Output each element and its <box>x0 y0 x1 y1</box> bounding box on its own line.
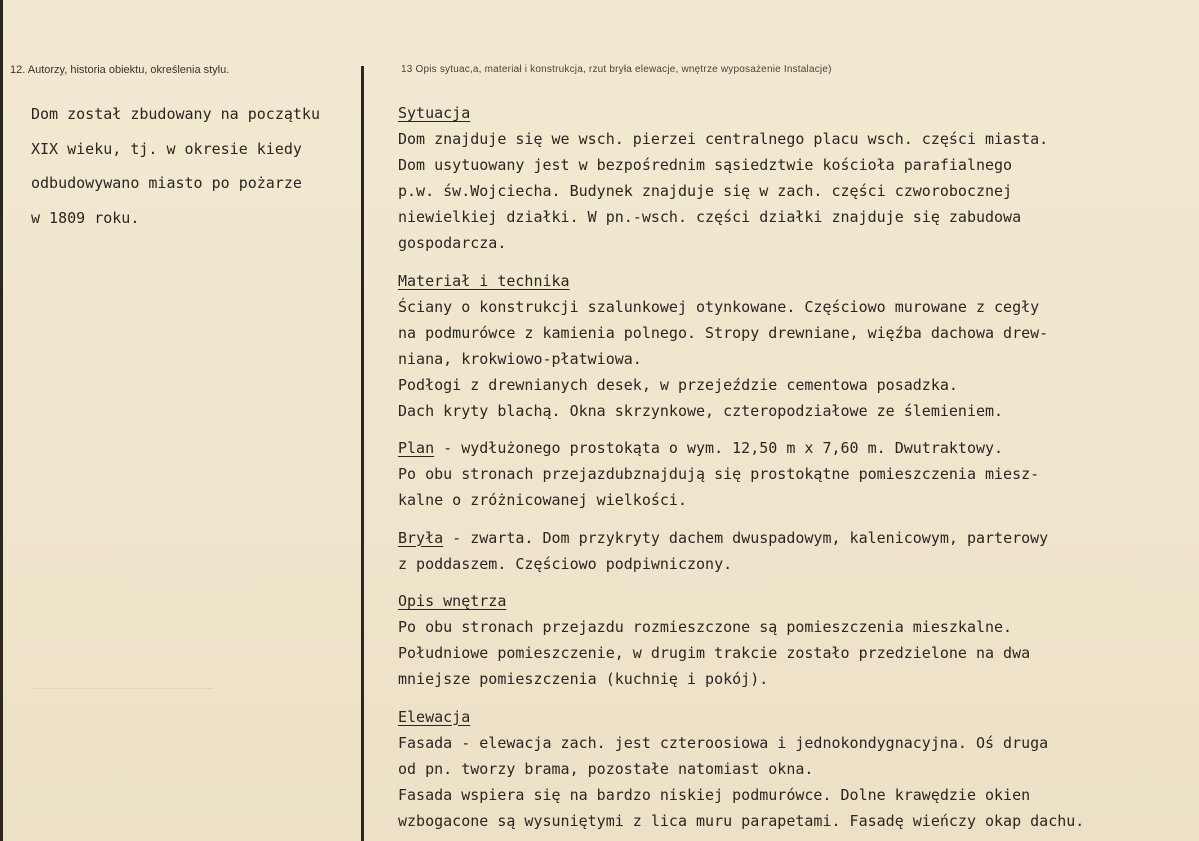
text-line: p.w. św.Wojciecha. Budynek znajduje się w zach. części czworobocznej <box>398 182 1013 200</box>
text-line: Dom znajduje się we wsch. pierzei centralnego placu wsch. części miasta. <box>398 130 1049 148</box>
faint-bleed-mark <box>33 688 213 693</box>
text-line: Fasada wspiera się na bardzo niskiej podmurówce. Dolne krawędzie okien <box>398 785 1031 804</box>
text-line: mniejsze pomieszczenia (kuchnię i pokój). <box>398 670 769 688</box>
text-line: na podmurówce z kamienia polnego. Stropy drewniane, więźba dachowa drew- <box>398 323 1049 342</box>
text-line: gospodarcza. <box>398 234 507 252</box>
history-line: w 1809 roku. <box>31 208 140 227</box>
section-sytuacja-title: Sytuacja <box>398 104 471 122</box>
section-material-title: Materiał i technika <box>398 271 570 290</box>
text-line: Dom usytuowany jest w bezpośrednim sąsiedztwie kościoła parafialnego <box>398 156 1013 174</box>
text-line: niana, krokwiowo-płatwiowa. <box>398 349 642 368</box>
text-line: Dach kryty blachą. Okna skrzynkowe, czteropodziałowe ze ślemieniem. <box>398 401 1004 420</box>
history-line: odbudowywano miasto po pożarze <box>31 174 302 192</box>
left-column-header: 12. Autorzy, historia obiektu, określenia stylu. <box>10 64 230 76</box>
text-line: od pn. tworzy brama, pozostałe natomiast okna. <box>398 759 814 778</box>
section-plan-title: Plan - wydłużonego prostokąta o wym. 12,50 m x 7,60 m. Dwutraktowy. <box>398 439 1004 457</box>
section-elewacja-title: Elewacja <box>398 707 471 726</box>
text-line: kalne o zróżnicowanej wielkości. <box>398 491 687 509</box>
right-column-header: 13 Opis sytuac,a, materiał i konstrukcja, rzut bryła elewacje, wnętrze wyposażenie Instalacje) <box>401 64 832 75</box>
description-text <box>398 100 1188 834</box>
history-line: Dom został zbudowany na początku <box>31 105 320 123</box>
history-line: XIX wieku, tj. w okresie kiedy <box>31 139 302 158</box>
section-bryla-title: Bryła - zwarta. Dom przykryty dachem dwuspadowym, kalenicowym, parterowy <box>398 528 1049 547</box>
history-text <box>31 97 351 235</box>
text-line: wzbogacone są wysuniętymi z lica muru parapetami. Fasadę wieńczy okap dachu. <box>398 811 1085 830</box>
text-line: Fasada - elewacja zach. jest czteroosiowa i jednokondygnacyjna. Oś druga <box>398 733 1049 752</box>
text-line: z poddaszem. Częściowo podpiwniczony. <box>398 554 733 573</box>
column-divider <box>361 66 364 841</box>
text-line: Po obu stronach przejazdubznajdują się prostokątne pomieszczenia miesz- <box>398 465 1040 483</box>
text-line: Po obu stronach przejazdu rozmieszczone są pomieszczenia mieszkalne. <box>398 618 1013 636</box>
section-wnetrze-title: Opis wnętrza <box>398 592 507 610</box>
text-line: Podłogi z drewnianych desek, w przejeździe cementowa posadzka. <box>398 375 958 394</box>
text-line: Południowe pomieszczenie, w drugim trakcie zostało przedzielone na dwa <box>398 644 1031 662</box>
text-line: niewielkiej działki. W pn.-wsch. części działki znajduje się zabudowa <box>398 208 1022 226</box>
text-line: Ściany o konstrukcji szalunkowej otynkowane. Częściowo murowane z cegły <box>398 297 1040 316</box>
